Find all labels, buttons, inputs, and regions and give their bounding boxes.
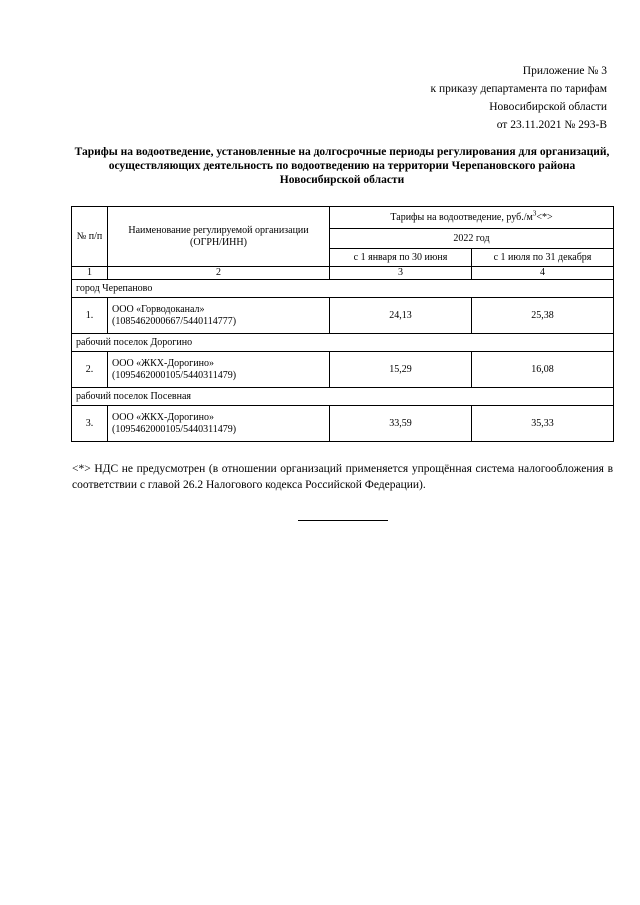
row-num: 2.: [72, 352, 108, 388]
tariff-value-1: 33,59: [330, 406, 472, 442]
header-num: № п/п: [72, 207, 108, 267]
header-year: 2022 год: [330, 229, 614, 249]
locality-name: рабочий поселок Дорогино: [72, 334, 614, 352]
tariff-value-2: 35,33: [472, 406, 614, 442]
header-period-2: с 1 июля по 31 декабря: [472, 249, 614, 267]
header-period-1: с 1 января по 30 июня: [330, 249, 472, 267]
column-number: 2: [108, 267, 330, 280]
locality-row: [72, 388, 614, 406]
tariff-value-1: 24,13: [330, 298, 472, 334]
appendix-line-4: от 23.11.2021 № 293-В: [496, 119, 607, 131]
row-num: 3.: [72, 406, 108, 442]
row-num: 1.: [72, 298, 108, 334]
appendix-header: [430, 62, 607, 134]
org-name: ООО «Горводоканал»: [112, 303, 205, 315]
header-tariff-mark: <*>: [536, 211, 553, 223]
header-tariff-sup: 3: [532, 209, 537, 218]
header-tariff: [330, 207, 614, 229]
table-row: [72, 406, 614, 442]
locality-row: [72, 280, 614, 298]
table-row: [72, 352, 614, 388]
org-ids: (1095462000105/5440311479): [112, 423, 237, 435]
org-cell: [108, 298, 330, 334]
column-number: 4: [472, 267, 614, 280]
table-row: [72, 298, 614, 334]
org-cell: [108, 406, 330, 442]
tariff-value-1: 15,29: [330, 352, 472, 388]
header-tariff-text: Тарифы на водоотведение, руб./м: [390, 211, 533, 223]
document-title: Тарифы на водоотведение, установленные на долгосрочные периоды регулирования для организаций, осуществляющих деятельность по водоотведению на территории Черепановского района Новосибирской области: [74, 146, 610, 186]
appendix-line-1: Приложение № 3: [522, 65, 607, 77]
org-ids: (1085462000667/5440114777): [112, 315, 237, 327]
footnote: <*> НДС не предусмотрен (в отношении организаций применяется упрощённая система налогообложения в соответствии с главой 26.2 Налогового кодекса Российской Федерации).: [72, 463, 613, 491]
org-ids: (1095462000105/5440311479): [112, 369, 237, 381]
tariff-value-2: 16,08: [472, 352, 614, 388]
locality-name: город Черепаново: [72, 280, 614, 298]
appendix-line-3: Новосибирской области: [489, 101, 607, 113]
end-divider: [298, 520, 388, 521]
locality-row: [72, 334, 614, 352]
appendix-line-2: к приказу департамента по тарифам: [430, 83, 607, 95]
header-org: Наименование регулируемой организации (ОГРН/ИНН): [108, 207, 330, 267]
org-name: ООО «ЖКХ-Дорогино»: [112, 357, 214, 369]
tariff-table-body: [72, 267, 614, 442]
org-cell: [108, 352, 330, 388]
column-number: 3: [330, 267, 472, 280]
org-name: ООО «ЖКХ-Дорогино»: [112, 411, 214, 423]
tariff-table: [71, 206, 614, 442]
locality-name: рабочий поселок Посевная: [72, 388, 614, 406]
tariff-value-2: 25,38: [472, 298, 614, 334]
column-number-row: [72, 267, 614, 280]
column-number: 1: [72, 267, 108, 280]
